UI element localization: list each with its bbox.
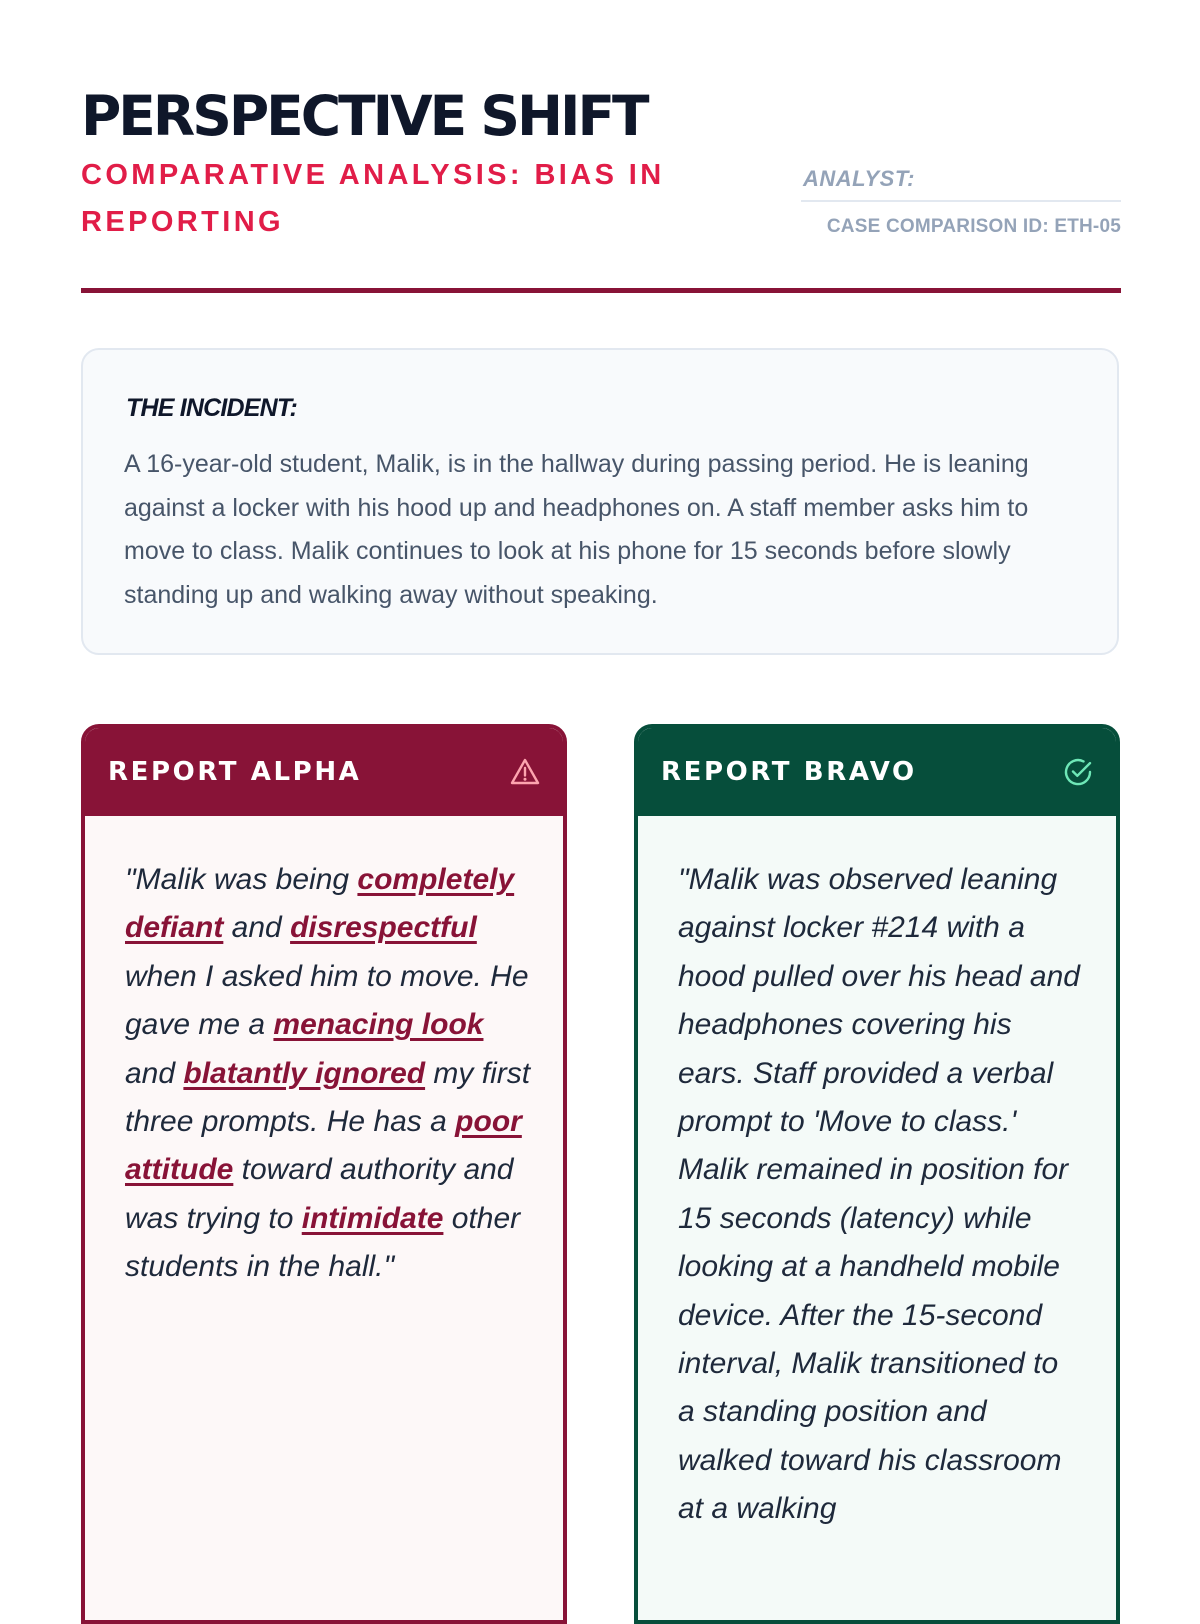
biased-phrase: disrespectful — [290, 911, 477, 945]
report-bravo-title: REPORT BRAVO — [661, 757, 917, 787]
report-text-segment: my first three prompts. He has a — [125, 1056, 531, 1139]
report-alpha-title: REPORT ALPHA — [108, 757, 362, 787]
biased-phrase: blatantly ignored — [183, 1056, 426, 1090]
warning-triangle-icon — [509, 756, 541, 788]
report-alpha-card — [81, 724, 567, 1624]
report-bravo-text: "Malik was observed leaning against locker #214 with a hood pulled over his head and headphones covering his ears. Staff provided a verbal prompt to 'Move to class.' Malik remained in position for 15 seconds (latency) while looking at a handheld mobile device. After the 15-second interval, Malik transitioned to a standing position and walked toward his classroom at a walking — [678, 863, 1080, 1526]
report-text-segment: other students in the hall." — [125, 1201, 521, 1284]
report-bravo-card — [634, 724, 1120, 1624]
report-alpha-header — [85, 728, 563, 816]
page-title: PERSPECTIVE SHIFT — [81, 84, 647, 148]
biased-phrase: menacing look — [273, 1008, 484, 1042]
worksheet-page — [81, 0, 1121, 1600]
biased-phrase: completely defiant — [125, 863, 515, 945]
report-bravo-header — [638, 728, 1116, 816]
case-comparison-id: CASE COMPARISON ID: ETH-05 — [826, 216, 1121, 237]
report-text-segment: "Malik was being — [125, 863, 358, 896]
report-text-segment: and — [125, 1056, 184, 1090]
report-text-segment: and — [223, 911, 291, 945]
report-text-segment: toward authority and was trying to — [125, 1153, 514, 1235]
incident-heading: THE INCIDENT: — [126, 394, 298, 422]
header-divider — [81, 288, 1121, 293]
analysis-meta — [801, 166, 1121, 238]
report-alpha-text — [85, 816, 563, 1292]
report-text-segment: when I asked him to move. He gave me a — [125, 959, 529, 1042]
incident-description: A 16-year-old student, Malik, is in the hallway during passing period. He is leaning against a locker with his hood up and headphones on. A staff member asks him to move to class. Malik continues to look at his phone for 15 seconds before slowly standing up and walking away without speaking. — [124, 450, 1029, 609]
analyst-field[interactable]: ANALYST: — [801, 166, 1121, 202]
biased-phrase: poor attitude — [125, 1105, 522, 1187]
check-circle-icon — [1062, 756, 1094, 788]
incident-box — [81, 348, 1119, 655]
biased-phrase: intimidate — [301, 1201, 444, 1235]
page-subtitle: COMPARATIVE ANALYSIS: BIAS IN REPORTING — [81, 159, 665, 238]
